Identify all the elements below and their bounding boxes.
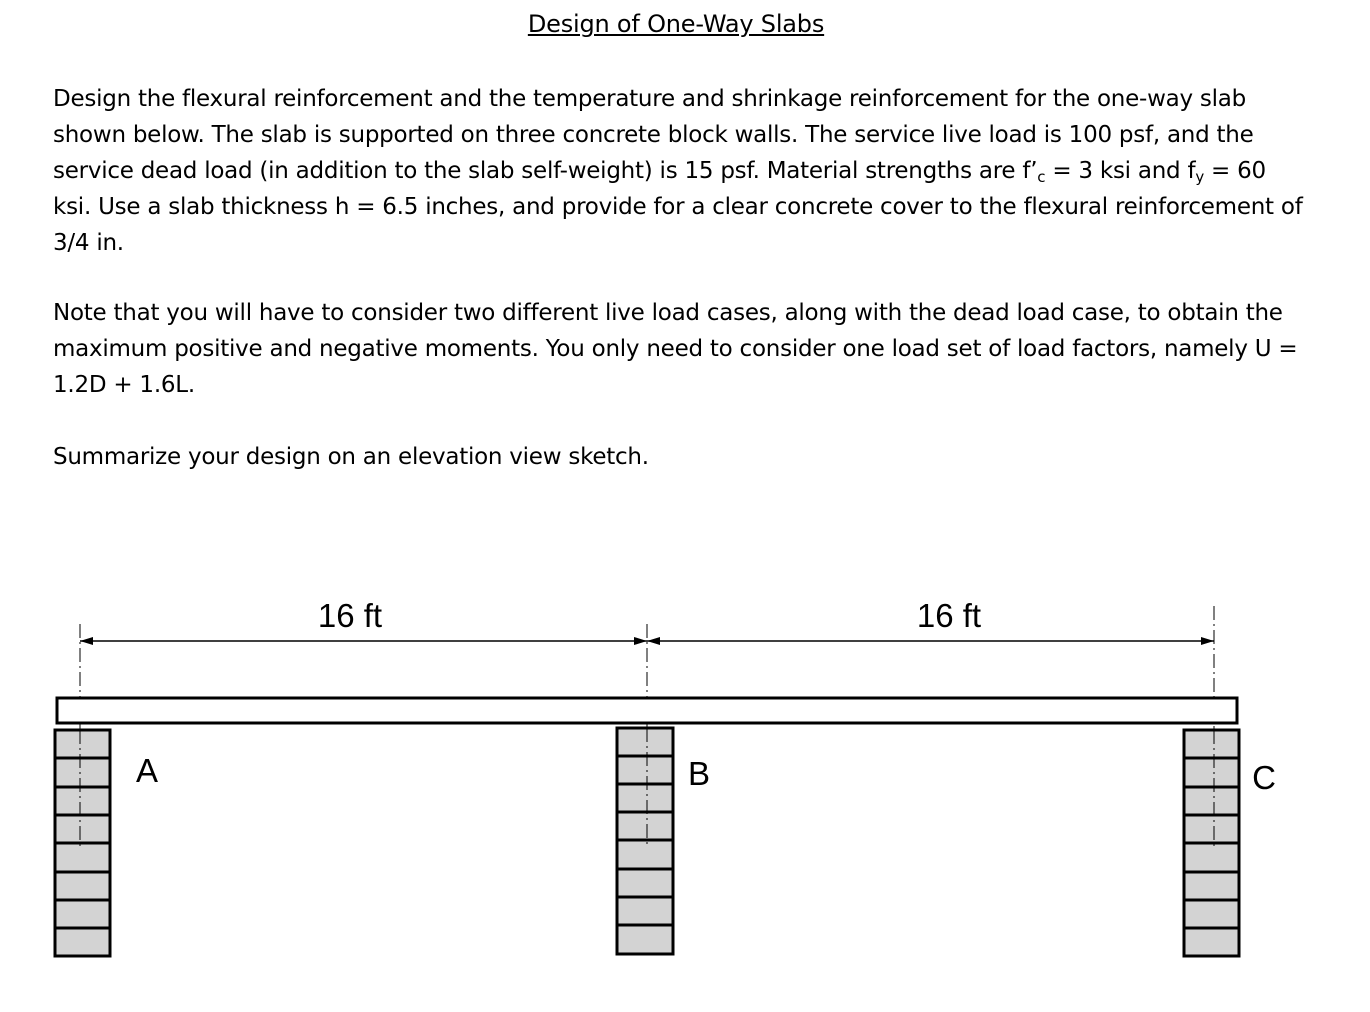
- span-label-left: 16 ft: [317, 597, 383, 634]
- support-label-a: A: [135, 752, 159, 789]
- problem-statement: [53, 81, 1303, 261]
- statement-text-b: = 3 ksi and f: [1045, 158, 1196, 184]
- support-label-c: C: [1252, 759, 1276, 796]
- statement-text-a: Design the flexural reinforcement and the temperature and shrinkage reinforcement for the one-way slab shown below. The slab is supported on three concrete block walls. The service live load is 100 psf, and the service dead load (in addition to the slab self-weight) is 15 psf. Material strengths are f’: [53, 86, 1254, 184]
- span-label-right: 16 ft: [916, 597, 982, 634]
- statement-text-c: = 60 ksi. Use a slab thickness h = 6.5 inches, and provide for a clear concrete cover to the flexural reinforcement of 3/4 in.: [53, 158, 1303, 256]
- page-title: Design of One-Way Slabs: [527, 10, 825, 38]
- load-cases-note: Note that you will have to consider two different live load cases, along with the dead load case, to obtain the maximum positive and negative moments. You only need to consider one load set of load factors, namely U = 1.2D + 1.6L.: [53, 300, 1298, 398]
- slab: [57, 698, 1237, 723]
- fc-subscript: c: [1037, 168, 1046, 186]
- wall-a: [55, 730, 110, 956]
- fy-subscript: y: [1195, 168, 1204, 186]
- dimension-line-left: [80, 637, 647, 645]
- wall-c: [1184, 730, 1239, 956]
- support-label-b: B: [687, 755, 711, 792]
- dimension-line-right: [647, 637, 1214, 645]
- wall-b: [617, 728, 673, 954]
- summary-instruction: Summarize your design on an elevation view sketch.: [53, 444, 649, 470]
